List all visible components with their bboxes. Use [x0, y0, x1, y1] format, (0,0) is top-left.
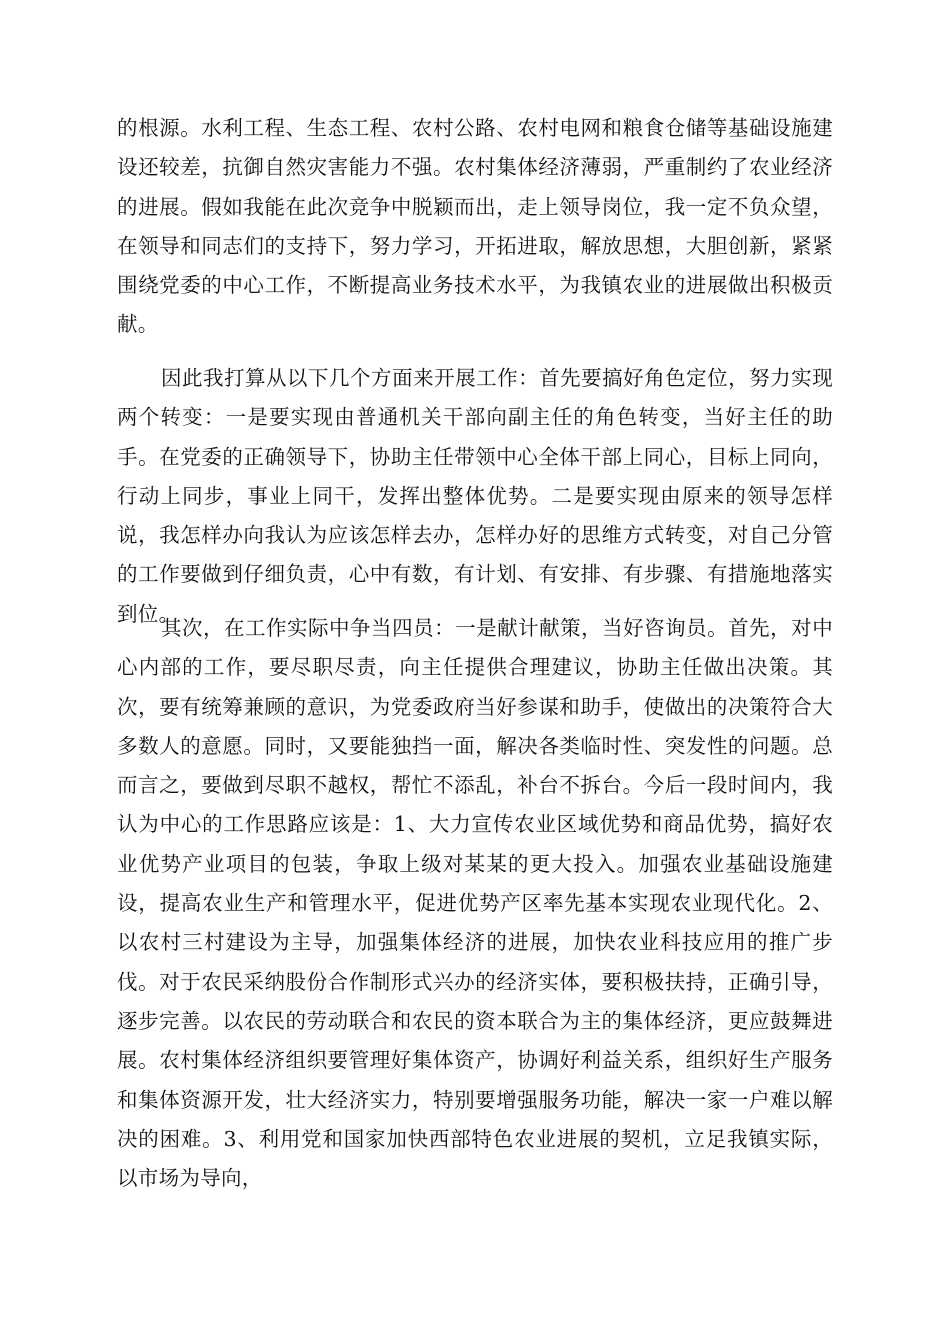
paragraph-2: 因此我打算从以下几个方面来开展工作：首先要搞好角色定位，努力实现两个转变：一是要实现由普通机关干部向副主任的角色转变，当好主任的助手。在党委的正确领导下，协助主任带领中心全体干部上同心，目标上同向，行动上同步，事业上同干，发挥出整体优势。二是要实现由原来的领导怎样说，我怎样办向我认为应该怎样去办，怎样办好的思维方式转变，对自己分管的工作要做到仔细负责，心中有数，有计划、有安排、有步骤、有措施地落实到位。	[117, 366, 833, 626]
paragraph-3: 其次，在工作实际中争当四员：一是献计献策，当好咨询员。首先，对中心内部的工作，要尽职尽责，向主任提供合理建议，协助主任做出决策。其次，要有统筹兼顾的意识，为党委政府当好参谋和助手，使做出的决策符合大多数人的意愿。同时，又要能独挡一面，解决各类临时性、突发性的问题。总而言之，要做到尽职不越权，帮忙不添乱，补台不拆台。今后一段时间内，我认为中心的工作思路应该是：1、大力宣传农业区域优势和商品优势，搞好农业优势产业项目的包装，争取上级对某某的更大投入。加强农业基础设施建设，提高农业生产和管理水平，促进优势产区率先基本实现农业现代化。2、以农村三村建设为主导，加强集体经济的进展，加快农业科技应用的推广步伐。对于农民采纳股份合作制形式兴办的经济实体，要积极扶持，正确引导，逐步完善。以农民的劳动联合和农民的资本联合为主的集体经济，更应鼓舞进展。农村集体经济组织要管理好集体资产，协调好利益关系，组织好生产服务和集体资源开发，壮大经济实力，特别要增强服务功能，解决一家一户难以解决的困难。3、利用党和国家加快西部特色农业进展的契机，立足我镇实际，以市场为导向，	[117, 616, 833, 1191]
paragraph-1: 的根源。水利工程、生态工程、农村公路、农村电网和粮食仓储等基础设施建设还较差，抗御自然灾害能力不强。农村集体经济薄弱，严重制约了农业经济的进展。假如我能在此次竞争中脱颖而出，走上领导岗位，我一定不负众望，在领导和同志们的支持下，努力学习，开拓进取，解放思想，大胆创新，紧紧围绕党委的中心工作，不断提高业务技术水平，为我镇农业的进展做出积极贡献。	[117, 116, 833, 337]
